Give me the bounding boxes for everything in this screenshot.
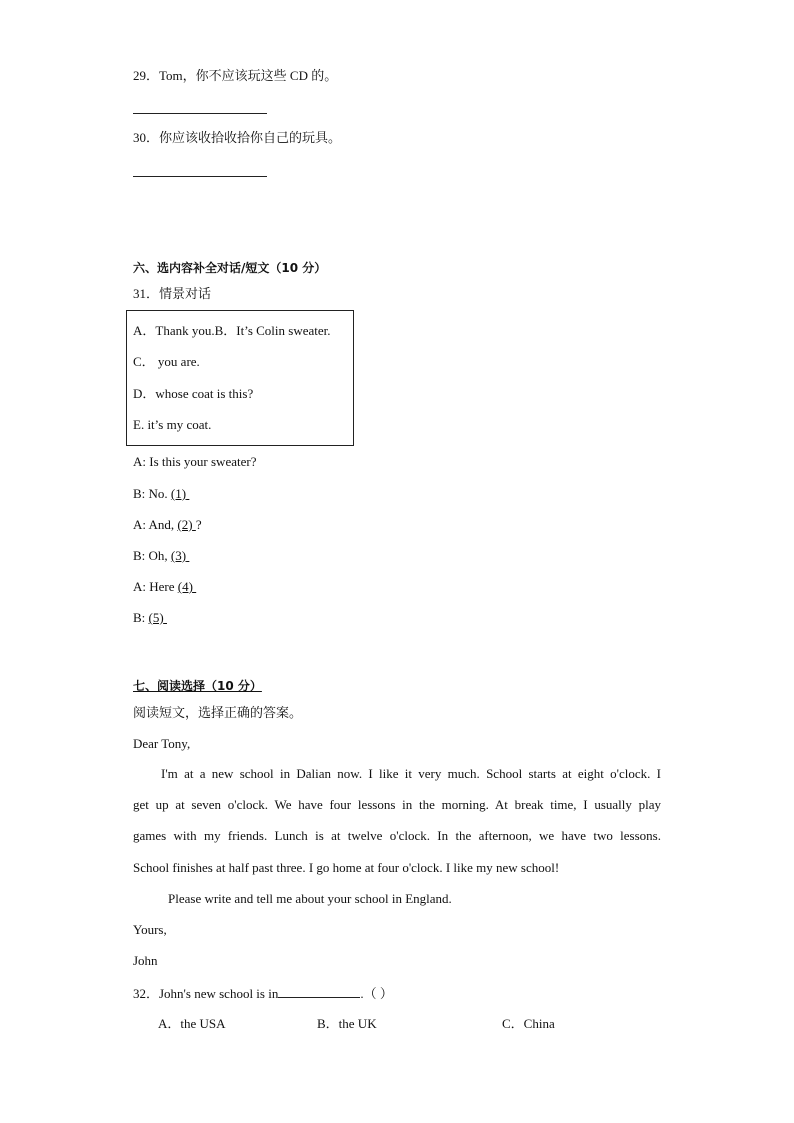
question-32-tail: .（ ） [360, 986, 393, 1001]
dialogue-line [133, 517, 202, 533]
question-32-stem: 32．John's new school is in [133, 986, 279, 1001]
dialogue-text: A: Here [133, 579, 178, 594]
dialogue-suffix: ? [195, 517, 202, 532]
dialogue-line [133, 548, 189, 564]
dialogue-line [133, 454, 256, 470]
choice-a[interactable]: A．the USA [158, 1016, 226, 1031]
option-line-ab: A．Thank you.B．It’s Colin sweater. [133, 323, 331, 338]
question-29: 29．Tom，你不应该玩这些 CD 的。 [133, 68, 338, 83]
question-32 [133, 985, 393, 1002]
question-31-title: 31．情景对话 [133, 286, 212, 301]
option-line-d: D．whose coat is this? [133, 386, 254, 401]
dialogue-text: A: Is this your sweater? [133, 454, 257, 469]
letter-body-line: I'm at a new school in Dalian now. I like it very much. School starts at eight o'clock. I [161, 766, 661, 781]
answer-line-29[interactable] [133, 113, 267, 114]
letter-salutation: Dear Tony, [133, 736, 191, 751]
dialogue-blank-3[interactable]: (3) [170, 548, 187, 563]
letter-body-line: School finishes at half past three. I go home at four o'clock. I like my new school! [133, 860, 560, 875]
option-line-c: C． you are. [133, 354, 200, 369]
letter-body-line: get up at seven o'clock. We have four lessons in the morning. At break time, I usually play [133, 797, 661, 812]
choice-c[interactable]: C．China [502, 1016, 555, 1031]
dialogue-blank-1[interactable]: (1) [170, 486, 187, 501]
dialogue-blank-4[interactable]: (4) [177, 579, 193, 594]
question-32-blank[interactable] [278, 985, 360, 998]
question-30: 30．你应该收拾收拾你自己的玩具。 [133, 130, 342, 145]
section-6-heading: 六、选内容补全对话/短文（10 分） [133, 261, 327, 275]
dialogue-line [133, 610, 167, 626]
answer-line-30[interactable] [133, 176, 267, 177]
dialogue-text: A: And, [133, 517, 178, 532]
section-7-heading: 七、阅读选择（10 分） [133, 679, 262, 693]
letter-sign-off: Yours, [133, 922, 167, 937]
letter-signature: John [133, 953, 158, 968]
dialogue-text: B: Oh, [133, 548, 171, 563]
letter-closing-line: Please write and tell me about your school in England. [168, 891, 452, 906]
dialogue-line [133, 486, 189, 502]
dialogue-line [133, 579, 196, 595]
dialogue-text: B: [133, 610, 149, 625]
option-line-e: E. it’s my coat. [133, 417, 212, 432]
dialogue-blank-5[interactable]: (5) [148, 610, 164, 625]
choice-b[interactable]: B．the UK [317, 1016, 377, 1031]
dialogue-blank-2[interactable]: (2) [177, 517, 193, 532]
dialogue-text: B: No. [133, 486, 171, 501]
letter-body-line: games with my friends. Lunch is at twelve o'clock. In the afternoon, we have two lessons. [133, 828, 661, 843]
reading-instruction: 阅读短文，选择正确的答案。 [133, 705, 303, 720]
